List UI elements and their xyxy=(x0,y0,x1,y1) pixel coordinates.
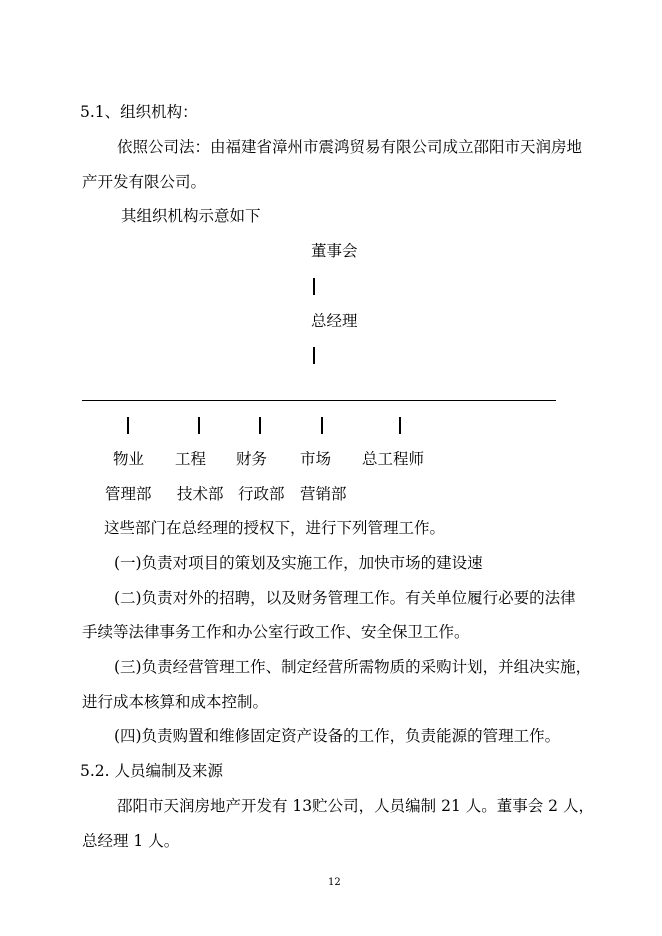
org-connector xyxy=(399,417,401,434)
org-connector xyxy=(313,347,315,364)
paragraph-line: 总经理 1 人。 xyxy=(82,832,180,850)
org-dept-label: 营销部 xyxy=(300,485,347,503)
paragraph-line: 依照公司法：由福建省漳州市震鸿贸易有限公司成立邵阳市天润房地 xyxy=(117,138,583,156)
org-chart-intro: 其组织机构示意如下 xyxy=(121,207,261,225)
org-node-general-manager: 总经理 xyxy=(311,312,358,330)
duty-item: (二)负责对外的招聘，以及财务管理工作。有关单位履行必要的法律 xyxy=(114,589,576,607)
org-dept-label: 市场 xyxy=(300,450,332,468)
duties-intro: 这些部门在总经理的授权下，进行下列管理工作。 xyxy=(104,519,446,537)
duty-item: (三)负责经营管理工作、制定经营所需物质的采购计划，并组决实施， xyxy=(114,658,592,676)
org-connector xyxy=(313,278,315,295)
org-dept-label: 总工程师 xyxy=(362,450,425,468)
org-connector xyxy=(127,417,129,434)
org-connector xyxy=(259,417,261,434)
duty-item: (四)负责购置和维修固定资产设备的工作，负责能源的管理工作。 xyxy=(114,727,561,745)
duty-item-continued: 手续等法律事务工作和办公室行政工作、安全保卫工作。 xyxy=(82,623,470,641)
duty-item: (一)负责对项目的策划及实施工作，加快市场的建设速 xyxy=(114,554,483,572)
org-connector xyxy=(321,417,323,434)
org-horizontal-line xyxy=(82,400,556,401)
org-dept-label: 技术部 xyxy=(177,485,224,503)
duty-item-continued: 进行成本核算和成本控制。 xyxy=(82,693,269,711)
section-5-2-heading: 5.2. 人员编制及来源 xyxy=(80,762,224,780)
org-dept-label: 工程 xyxy=(175,450,207,468)
paragraph-line: 产开发有限公司。 xyxy=(82,173,207,191)
org-dept-label: 财务 xyxy=(236,450,268,468)
org-connector xyxy=(198,417,200,434)
org-dept-label: 行政部 xyxy=(238,485,285,503)
section-5-1-heading: 5.1、组织机构： xyxy=(80,103,198,121)
org-node-board: 董事会 xyxy=(311,242,358,260)
org-dept-label: 物业 xyxy=(113,450,145,468)
paragraph-line: 邵阳市天润房地产开发有 13贮公司，人员编制 21 人。董事会 2 人， xyxy=(117,797,594,815)
page-number: 12 xyxy=(328,877,341,888)
org-dept-label: 管理部 xyxy=(105,485,152,503)
